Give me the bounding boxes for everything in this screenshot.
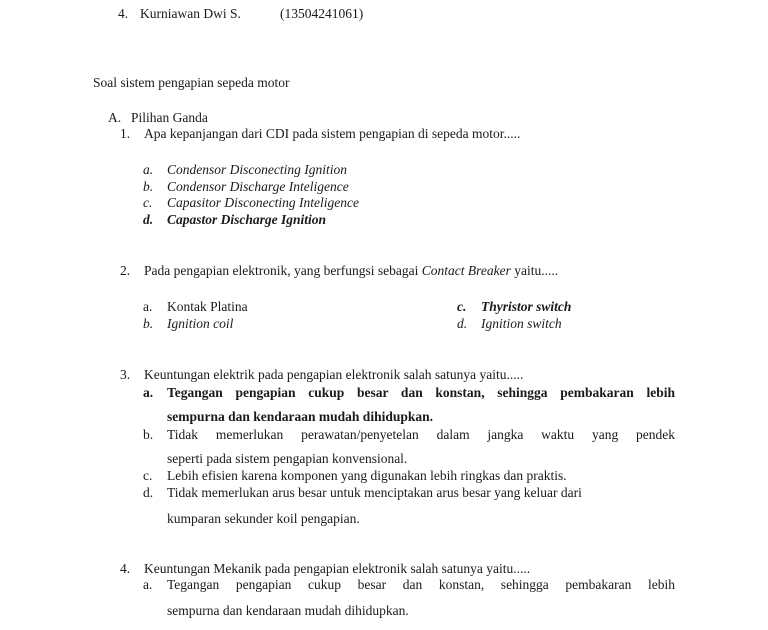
question-4-text: Keuntungan Mekanik pada pengapian elektronik salah satunya yaitu.....: [144, 561, 531, 576]
q3-option-b-line1: Tidak memerlukan perawatan/penyetelan dalam jangka waktu yang pendek: [167, 427, 675, 442]
question-3-text: Keuntungan elektrik pada pengapian elektronik salah satunya yaitu.....: [144, 367, 524, 382]
q1-option-b-letter: b.: [143, 179, 154, 194]
member-name: Kurniawan Dwi S.: [140, 6, 241, 21]
question-2-text: [144, 263, 558, 279]
q2-option-b-text: Ignition coil: [167, 316, 234, 331]
q1-option-a-text: Condensor Disconecting Ignition: [167, 162, 347, 177]
section-label: Pilihan Ganda: [131, 110, 208, 125]
q1-option-d-letter: d.: [143, 212, 154, 227]
q2-option-c-text: Thyristor switch: [481, 299, 572, 314]
question-3-number: 3.: [120, 367, 131, 382]
question-4-number: 4.: [120, 561, 131, 576]
q4-option-a-line2: sempurna dan kendaraan mudah dihidupkan.: [167, 603, 409, 618]
q3-option-a-line1: Tegangan pengapian cukup besar dan konstan, sehingga pembakaran lebih: [167, 385, 675, 400]
q2-option-a-letter: a.: [143, 299, 153, 314]
q1-option-b-text: Condensor Discharge Inteligence: [167, 179, 349, 194]
q2-option-b-letter: b.: [143, 316, 154, 331]
q1-option-a-letter: a.: [143, 162, 154, 177]
q1-option-d-text: Capastor Discharge Ignition: [167, 212, 327, 227]
q3-option-d-line1: Tidak memerlukan arus besar untuk menciptakan arus besar yang keluar dari: [167, 485, 582, 500]
section-letter: A.: [108, 110, 122, 125]
q3-option-c-letter: c.: [143, 468, 153, 483]
q2-option-a-text: Kontak Platina: [167, 299, 248, 314]
question-1-text: Apa kepanjangan dari CDI pada sistem pengapian di sepeda motor.....: [144, 126, 521, 141]
question-2-text-before: Pada pengapian elektronik, yang berfungsi sebagai: [144, 263, 419, 278]
q3-option-b-letter: b.: [143, 427, 154, 442]
q3-option-d-line2: kumparan sekunder koil pengapian.: [167, 511, 360, 526]
q4-option-a-line1: Tegangan pengapian cukup besar dan konstan, sehingga pembakaran lebih: [167, 577, 675, 592]
member-number: 4.: [118, 6, 129, 21]
q3-option-c-line1: Lebih efisien karena komponen yang digunakan lebih ringkas dan praktis.: [167, 468, 567, 483]
q3-option-a-line2: sempurna dan kendaraan mudah dihidupkan.: [167, 409, 433, 424]
q3-option-d-letter: d.: [143, 485, 154, 500]
q1-option-c-letter: c.: [143, 195, 153, 210]
document-title: Soal sistem pengapian sepeda motor: [93, 75, 290, 90]
question-1-number: 1.: [120, 126, 131, 141]
q3-option-a-letter: a.: [143, 385, 154, 400]
question-2-text-after: yaitu.....: [514, 263, 559, 278]
q2-option-d-letter: d.: [457, 316, 468, 331]
q2-option-d-text: Ignition switch: [481, 316, 562, 331]
q4-option-a-letter: a.: [143, 577, 153, 592]
q2-option-c-letter: c.: [457, 299, 467, 314]
q1-option-c-text: Capasitor Disconecting Inteligence: [167, 195, 359, 210]
question-2-text-italic: Contact Breaker: [421, 263, 511, 278]
member-nim: (13504241061): [280, 6, 364, 21]
question-2-number: 2.: [120, 263, 131, 278]
q3-option-b-line2: seperti pada sistem pengapian konvensional.: [167, 451, 408, 466]
